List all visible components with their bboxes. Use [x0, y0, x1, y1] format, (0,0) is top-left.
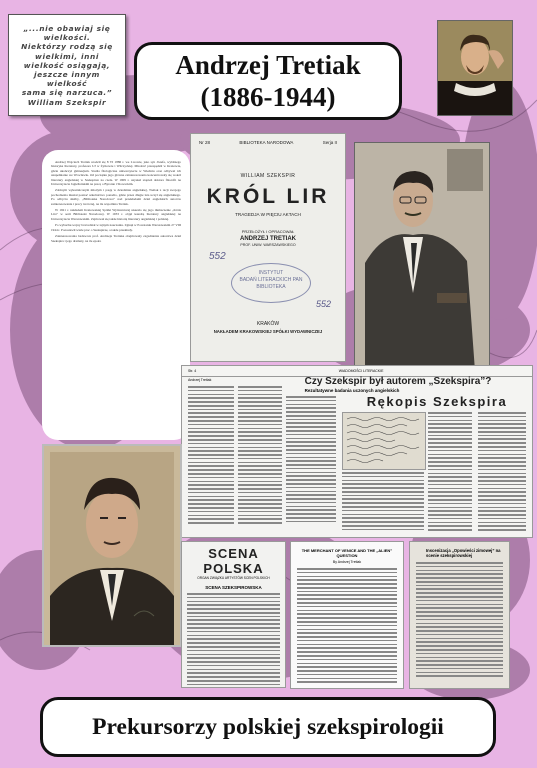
manuscript-handwriting — [343, 413, 425, 469]
book-series-number: Nr 28 — [199, 140, 211, 145]
manuscript-facsimile — [342, 412, 426, 470]
book-handwritten-number: 552 — [209, 251, 226, 262]
quote-line: sama się narzuca.” — [21, 88, 113, 98]
book-subtitle: TRAGEDJA W PIĘCIU AKTACH — [235, 212, 301, 217]
quote-line: wielkość osiągają, — [23, 60, 111, 70]
shakespeare-portrait-image — [438, 21, 512, 115]
quote-line: „...nie obawiaj się — [23, 24, 111, 33]
header-title-box — [134, 42, 402, 120]
news-main-title: Rękopis Szekspira — [366, 394, 508, 409]
book-series-name: BIBLIOTEKA NARODOWA — [239, 140, 294, 145]
page-title: Andrzej Tretiak — [175, 50, 361, 80]
merchant-of-venice-article — [290, 541, 404, 689]
footer-title: Prekursorzy polskiej szekspirologii — [92, 714, 444, 740]
book-series-part: Serja II — [322, 140, 337, 145]
shakespeare-quote — [8, 14, 126, 116]
news-column-4 — [428, 412, 472, 533]
article-title: THE MERCHANT OF VENICE AND THE „ALIEN” QUESTION — [301, 548, 393, 558]
slavic-text — [410, 560, 509, 681]
shakespeare-portrait — [437, 20, 513, 116]
wiadomosci-literackie-article — [181, 365, 533, 538]
stamp-line: BADAŃ LITERACKICH PAN — [239, 277, 303, 283]
biography-text — [42, 150, 190, 440]
news-column-3 — [286, 396, 336, 525]
bio-paragraph: W 1921 r. nakładem Krakowskiej Spółki Wydawniczej ukazało się jego tłumaczenie „Króla Lira” w serii Biblioteki Narodowej. W 1933 r. objął katedrę literatury angielskiej na Uniwersytecie Warszawskim. Zajmował się także historią literatury angielskiej i polskiej. — [51, 208, 181, 221]
book-handwritten-number-2: 552 — [315, 299, 331, 309]
tretiak-seated-image — [355, 143, 489, 371]
news-column-1 — [188, 386, 234, 526]
book-translator-label: PRZEŁOŻYŁ I OPRACOWAŁ — [241, 229, 295, 234]
life-years: (1886-1944) — [200, 82, 336, 112]
bio-paragraph: Po wybuchu wojny brał udział w tajnym nauczaniu. Zginął w Powstaniu Warszawskim 27 VIII 1944 r. Pozostawił wiele prac o Szekspirze, a także przekłady. — [51, 223, 181, 232]
book-publisher: NAKŁADEM KRAKOWSKIEJ SPÓŁKI WYDAWNICZEJ — [213, 329, 323, 334]
article-text — [291, 564, 403, 689]
book-author: WILLIAM SZEKSPIR — [240, 173, 296, 179]
scena-heading: SCENA SZEKSPIROWSKA — [205, 585, 262, 590]
inscenizacja-article — [409, 541, 510, 689]
quote-line: wielkość — [46, 79, 88, 89]
quote-author: William Szekspir — [27, 97, 107, 107]
book-city: KRAKÓW — [256, 321, 280, 327]
news-subheadline: Rezultatywne badania uczonych angielskich — [304, 388, 400, 393]
book-translator-role: PROF. UNIW. WARSZAWSKIEGO — [240, 243, 296, 247]
news-author: Andrzej Tretiak — [188, 378, 212, 382]
scena-title: SCENA POLSKA — [203, 546, 264, 576]
quote-line: jeszcze innym — [34, 70, 100, 80]
library-stamp — [231, 263, 311, 303]
quote-line: wielkości. — [43, 33, 91, 43]
tretiak-seated-photo — [354, 142, 490, 372]
scena-subtitle: ORGAN ZWIĄZKU ARTYSTÓW SCEN POLSKICH — [197, 576, 270, 580]
quote-line: wielkimi, inni — [35, 51, 99, 61]
news-page: Str. 4 — [188, 369, 197, 373]
krol-lir-book-cover — [190, 133, 346, 362]
bio-paragraph: Zdolnym wykształconym młodym i pasją w dziedzinie angielskiej, Tretiak z racji swojego pochodzenia musiał poznać szkolnictwo ponadto, gdzie przez długie lata uczył się angielskiego. Po odbyciu służby, „Biblioteka Narodowa” nad przekładami dzieł angielskich autorów zainteresowanie i pracy twórczej, na ile wspomina Tretiak. — [51, 188, 181, 206]
news-column-5 — [478, 412, 526, 533]
stamp-line: BIBLIOTEKA — [256, 284, 286, 290]
quote-line: Niektórzy rodzą się — [21, 42, 113, 52]
tretiak-portrait-image — [44, 446, 180, 645]
scena-text — [182, 590, 285, 688]
article-author: By Andrzej Tretiak — [332, 560, 362, 564]
bio-paragraph: Andrzej Wojciech Tretiak urodził się 8 VI 1886 r. we Lwowie, jako syn Józefa, wybitnego historyka literatury, profesora UJ w Żytkowie i Wilczyckiej. Młodość przespędził w Krakowie, gdzie ukończył gimnazjum. Studia filologiczne uniwersytecie w Wiedniu oraz odbywał ich uzupełnianie we Wrocławiu. Od początku jego główne zainteresowania koncentrowały się wokół literatury angielskiej w Szekspirze na czele. W 1909 r. uzyskał stopień doktora filozofii na Uniwersytecie Jagiellońskim na pracę o Byronie i Słowackim. — [51, 160, 181, 187]
news-column-2 — [238, 386, 282, 526]
slavic-title: Inscenizacja „Opowieści zimowej” na scenie szekspirowskiej — [426, 548, 501, 558]
book-series-row — [191, 134, 345, 145]
news-headline: Czy Szekspir był autorem „Szekspira”? — [304, 376, 492, 387]
book-translator: ANDRZEJ TRETIAK — [239, 236, 296, 242]
tretiak-portrait — [42, 444, 182, 647]
footer-title-box — [40, 697, 496, 757]
stamp-line: INSTYTUT — [258, 270, 284, 276]
bio-paragraph: Zainteresowania badawcze prof. Andrzeja Tretiaka obejmowały zagadnienia autorstwa dzieł Szekspira i jego dramaty, na tle epoki. — [51, 234, 181, 243]
book-stamp-area — [191, 251, 345, 321]
news-column-6 — [342, 472, 424, 533]
book-title: KRÓL LIR — [206, 185, 330, 208]
scena-polska-document — [181, 541, 286, 688]
news-paper-name: WIADOMOŚCI LITERACKIE — [338, 369, 384, 373]
